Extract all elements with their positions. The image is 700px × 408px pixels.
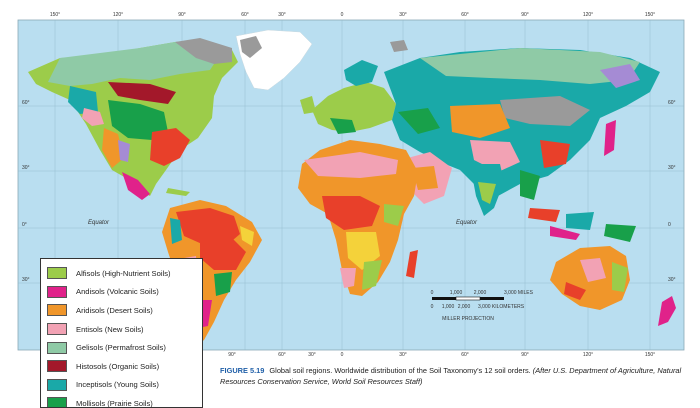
lat-label-right: 0 [668, 222, 671, 228]
lon-label-bottom: 150° [644, 352, 656, 358]
legend-item [47, 301, 202, 320]
lat-label-left: 30° [22, 165, 30, 171]
lon-label-top: 150° [644, 12, 656, 18]
lat-label-right: 60° [668, 100, 676, 106]
scale-km-tick: 2,000 [457, 304, 471, 310]
lon-label-top: 150° [49, 12, 61, 18]
lon-label-top: 0 [340, 12, 344, 18]
legend-item [47, 394, 202, 408]
lat-label-left: 60° [22, 100, 30, 106]
lat-label-left: 0° [22, 222, 27, 228]
equator-label: Equator [88, 220, 110, 226]
caption-source: (After U.S. Department of Agriculture, Natural Resources Conservation Service, World Soil Resources Staff) [220, 366, 682, 386]
figure-number: FIGURE 5.19 [220, 366, 265, 375]
legend-item [47, 376, 202, 395]
lon-label-bottom: 90° [228, 352, 236, 358]
lon-label-bottom: 30° [399, 352, 407, 358]
legend-item [47, 357, 202, 376]
scale-km-tick: 1,000 [441, 304, 455, 310]
lon-label-bottom: 90° [521, 352, 529, 358]
legend-item [47, 338, 202, 357]
scale-km-tick: 0 [430, 304, 434, 310]
lat-label-right: 30° [668, 277, 676, 283]
legend-swatch [47, 397, 67, 408]
legend-swatch [47, 342, 67, 354]
projection-label: MILLER PROJECTION [442, 316, 494, 322]
scale-km-tick: 3,000 KILOMETERS [478, 304, 525, 310]
scale-miles-tick: 2,000 [473, 290, 487, 296]
legend-swatch [47, 304, 67, 316]
caption-text: Global soil regions. Worldwide distribution of the Soil Taxonomy’s 12 soil orders. [269, 366, 531, 375]
lon-label-top: 30° [399, 12, 407, 18]
legend-swatch [47, 379, 67, 391]
legend-label: Entisols (New Soils) [76, 324, 144, 334]
legend-item [47, 283, 202, 302]
lon-label-top: 60° [461, 12, 469, 18]
legend-label: Aridisols (Desert Soils) [76, 305, 153, 315]
scale-miles-tick: 1,000 [449, 290, 463, 296]
lon-label-bottom: 60° [461, 352, 469, 358]
legend [40, 258, 203, 408]
legend-swatch [47, 286, 67, 298]
legend-swatch [47, 267, 67, 279]
legend-label: Histosols (Organic Soils) [76, 361, 160, 371]
lat-label-right: 30° [668, 165, 676, 171]
lon-label-bottom: 30° [308, 352, 316, 358]
legend-label: Mollisols (Prairie Soils) [76, 398, 153, 408]
lon-label-top: 120° [582, 12, 594, 18]
equator-label: Equator [456, 220, 478, 226]
legend-label: Andisols (Volcanic Soils) [76, 287, 159, 297]
lon-label-top: 90° [521, 12, 529, 18]
legend-label: Inceptisols (Young Soils) [76, 380, 159, 390]
scale-miles-tick: 0 [430, 290, 434, 296]
scale-miles-tick: 3,000 MILES [504, 290, 533, 296]
legend-item [47, 264, 202, 283]
legend-label: Gelisols (Permafrost Soils) [76, 343, 166, 353]
lon-label-top: 90° [178, 12, 186, 18]
legend-swatch [47, 323, 67, 335]
lon-label-top: 60° [241, 12, 249, 18]
lon-label-bottom: 60° [278, 352, 286, 358]
legend-swatch [47, 360, 67, 372]
lon-label-bottom: 0 [340, 352, 344, 358]
lat-label-left: 30° [22, 277, 30, 283]
scale-bar [418, 287, 548, 327]
lon-label-bottom: 120° [582, 352, 594, 358]
lon-label-top: 30° [278, 12, 286, 18]
lon-label-top: 120° [112, 12, 124, 18]
figure-caption [220, 365, 690, 387]
legend-item [47, 320, 202, 339]
legend-label: Alfisols (High-Nutrient Soils) [76, 268, 171, 278]
